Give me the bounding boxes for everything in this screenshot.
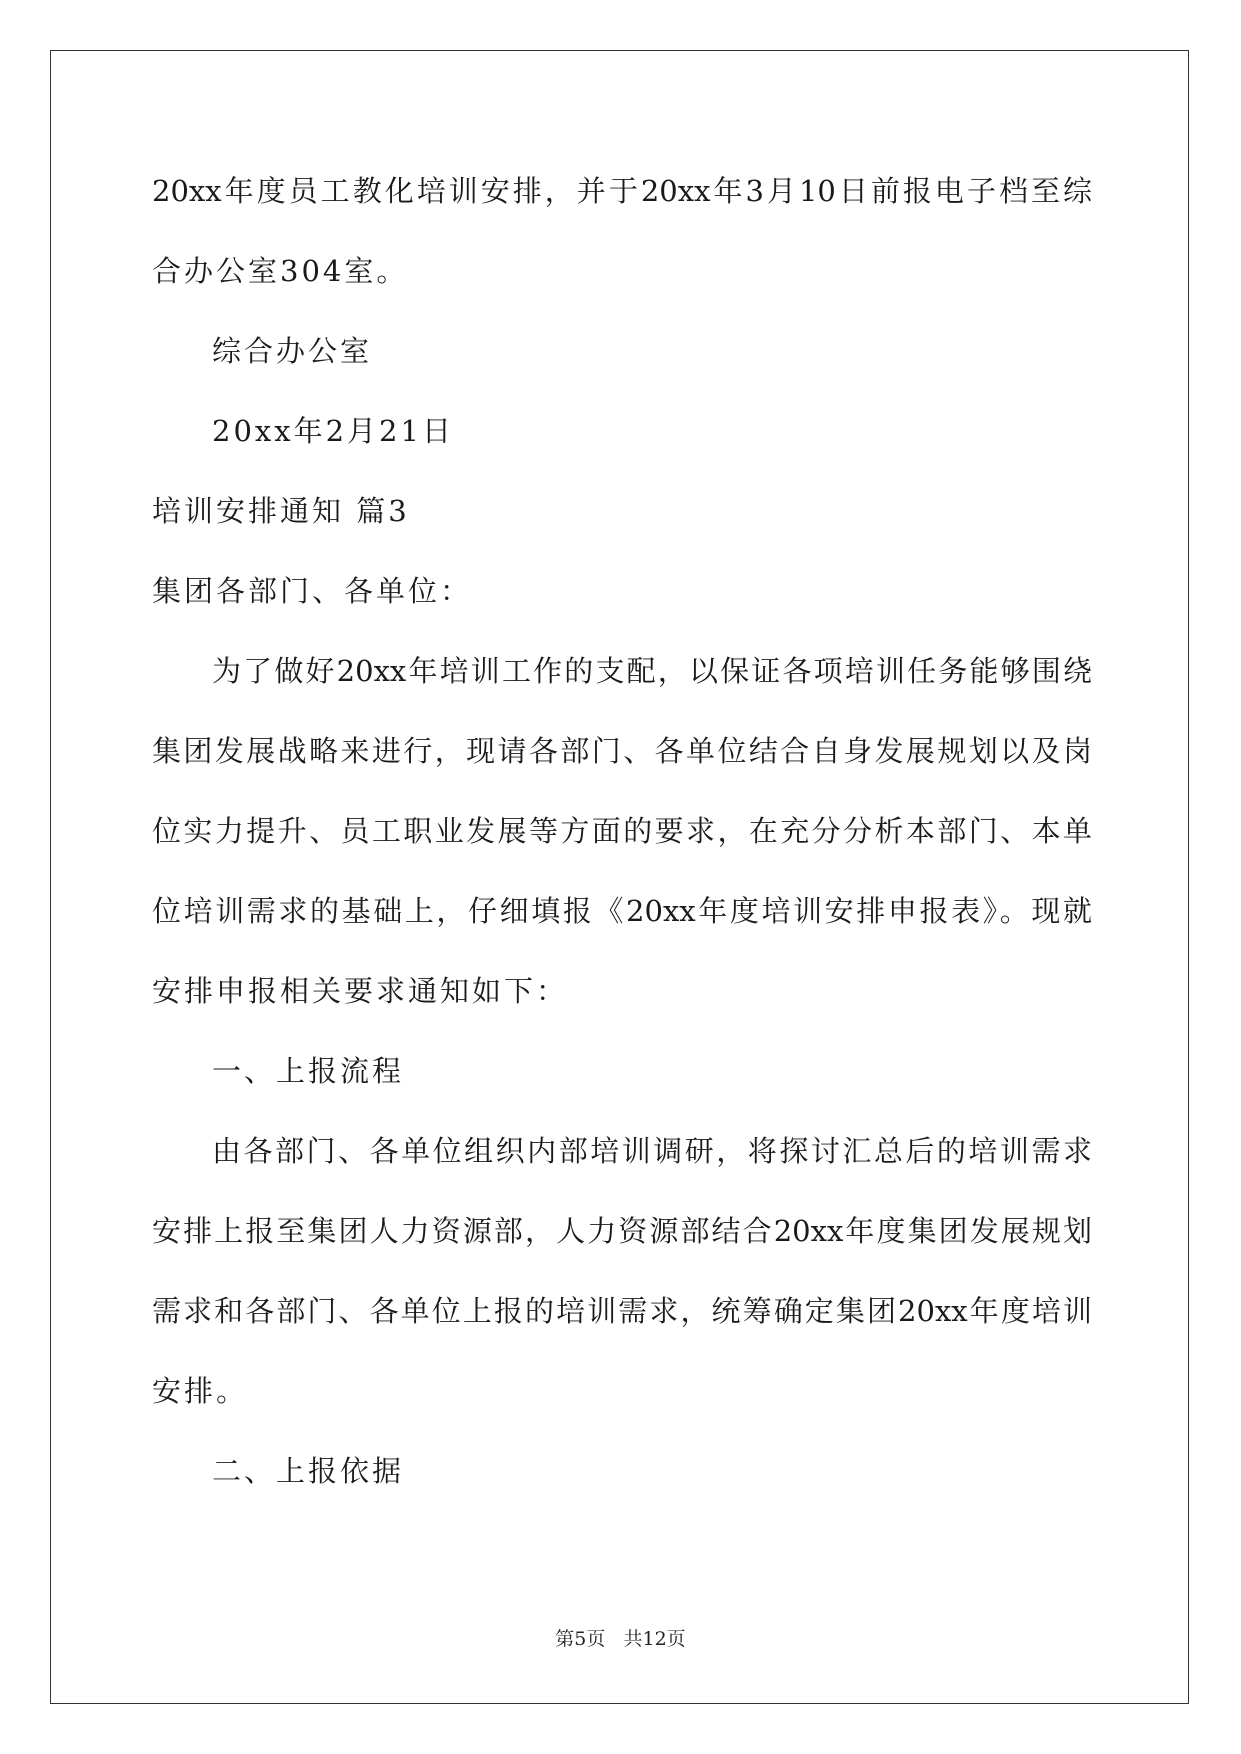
body-line: 20xx年度员工教化培训安排，并于20xx年3月10日前报电子档至综: [152, 174, 1092, 208]
body-line: 安排申报相关要求通知如下：: [152, 974, 569, 1008]
section-heading: 培训安排通知 篇3: [152, 494, 410, 528]
body-line: 位培训需求的基础上，仔细填报《20xx年度培训安排申报表》。现就: [152, 894, 1092, 928]
body-line: 由各部门、各单位组织内部培训调研，将探讨汇总后的培训需求: [212, 1134, 1092, 1168]
body-line: 为了做好20xx年培训工作的支配，以保证各项培训任务能够围绕: [212, 654, 1092, 688]
body-line: 集团发展战略来进行，现请各部门、各单位结合自身发展规划以及岗: [152, 734, 1092, 768]
page-number: 第5页 共12页: [555, 1628, 686, 1650]
salutation: 集团各部门、各单位：: [152, 574, 473, 608]
body-line: 安排上报至集团人力资源部，人力资源部结合20xx年度集团发展规划: [152, 1214, 1092, 1248]
body-line: 位实力提升、员工职业发展等方面的要求，在充分分析本部门、本单: [152, 814, 1092, 848]
signature-date: 20xx年2月21日: [212, 414, 454, 448]
subheading-2: 二、上报依据: [212, 1454, 405, 1488]
body-line: 需求和各部门、各单位上报的培训需求，统筹确定集团20xx年度培训: [152, 1294, 1092, 1328]
signature-office: 综合办公室: [212, 334, 373, 368]
subheading-1: 一、上报流程: [212, 1054, 405, 1088]
body-line: 安排。: [152, 1374, 249, 1408]
body-line: 合办公室304室。: [152, 254, 409, 288]
